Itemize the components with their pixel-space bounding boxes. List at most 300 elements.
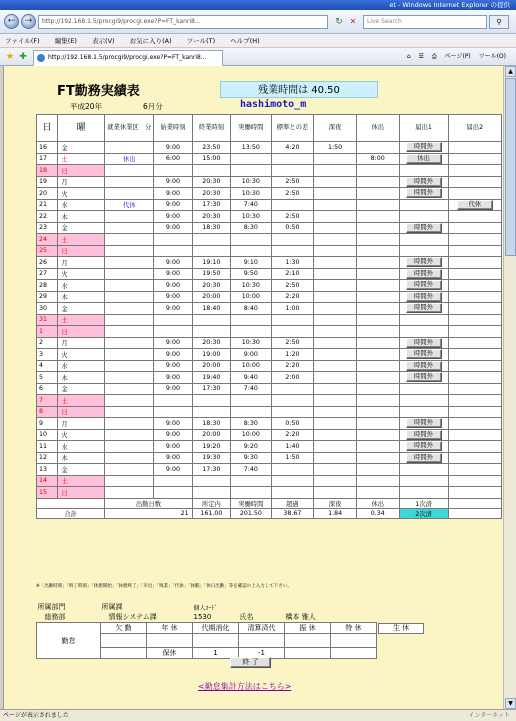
end-cell: 19:20 — [192, 441, 230, 453]
notice2-cell — [448, 383, 501, 395]
favorites-star-icon[interactable]: ★ — [5, 52, 15, 62]
notice1-button[interactable]: 時間外 — [406, 177, 442, 187]
actual-cell — [231, 245, 272, 257]
end-cell: 19:00 — [192, 349, 230, 361]
night-cell — [314, 475, 357, 487]
status-zone: インターネット — [468, 712, 510, 719]
notice1-cell — [399, 326, 448, 338]
diff-cell: 0:50 — [271, 418, 314, 430]
start-cell — [154, 234, 192, 246]
work-type-cell — [105, 406, 154, 418]
day-cell: 10 — [37, 429, 58, 441]
notice1-button[interactable]: 時間外 — [406, 142, 442, 152]
weekday-cell: 月 — [58, 176, 105, 188]
holiday-work-cell — [356, 199, 399, 211]
day-cell: 18 — [37, 165, 58, 177]
diff-cell: 2:20 — [271, 429, 314, 441]
menu-favorites[interactable]: お気に入り(A) — [129, 37, 172, 45]
total-night: 1.84 — [314, 508, 357, 518]
notice1-button[interactable]: 時間外 — [406, 361, 442, 371]
table-row — [37, 188, 502, 200]
command-bar — [401, 52, 506, 62]
start-cell: 6:00 — [154, 153, 192, 165]
table-row — [37, 475, 502, 487]
diff-cell: 1:40 — [271, 441, 314, 453]
actual-cell — [231, 314, 272, 326]
table-row — [37, 349, 502, 361]
notice2-cell — [448, 326, 501, 338]
tab-bar — [0, 48, 516, 66]
holiday-work-cell — [356, 395, 399, 407]
page-menu[interactable]: ページ(P) — [444, 53, 471, 60]
notice2-cell — [448, 142, 501, 154]
day-cell: 7 — [37, 395, 58, 407]
notice1-cell — [399, 314, 448, 326]
absence-header: 欠 勤 — [101, 623, 147, 634]
diff-cell — [271, 245, 314, 257]
weekday-cell: 月 — [58, 257, 105, 269]
notice2-cell — [448, 475, 501, 487]
work-type-cell — [105, 395, 154, 407]
notice1-cell — [399, 245, 448, 257]
scroll-down-icon[interactable]: ▼ — [505, 698, 516, 709]
holiday-work-cell — [356, 222, 399, 234]
day-cell: 24 — [37, 234, 58, 246]
browser-tab[interactable] — [33, 50, 223, 66]
start-cell: 9:00 — [154, 257, 192, 269]
total-prescribed: 161.00 — [192, 508, 230, 518]
holiday-work-cell — [356, 372, 399, 384]
holiday-work-cell — [356, 326, 399, 338]
actual-cell: 8:30 — [231, 222, 272, 234]
night-cell — [314, 360, 357, 372]
actual-cell: 9:30 — [231, 452, 272, 464]
day-cell: 1 — [37, 326, 58, 338]
weekday-cell: 金 — [58, 383, 105, 395]
notice1-button[interactable]: 時間外 — [406, 257, 442, 267]
notice1-cell — [399, 441, 448, 453]
address-url: http://192.168.1.5/procgi9/procgi.exe?P=FT_kanri8... — [42, 18, 201, 25]
label-actual: 実働時間 — [231, 498, 272, 508]
work-type-cell: 代休 — [105, 199, 154, 211]
end-cell — [192, 165, 230, 177]
end-cell — [192, 314, 230, 326]
notice1-cell — [399, 199, 448, 211]
col-weekday: 曜 — [58, 115, 105, 142]
end-cell: 19:10 — [192, 257, 230, 269]
settled-value — [239, 634, 285, 648]
scroll-up-icon[interactable]: ▲ — [505, 66, 516, 77]
actual-cell: 9:00 — [231, 349, 272, 361]
night-cell — [314, 268, 357, 280]
actual-cell — [231, 153, 272, 165]
work-type-cell — [105, 326, 154, 338]
diff-cell — [271, 153, 314, 165]
forward-button[interactable]: → — [21, 14, 36, 29]
vertical-scrollbar[interactable] — [503, 66, 516, 709]
table-row — [37, 165, 502, 177]
night-cell — [314, 487, 357, 499]
substitute-value — [285, 634, 331, 648]
notice1-button[interactable]: 時間外 — [406, 188, 442, 198]
code-value: 1530 — [193, 613, 212, 621]
comp-count-value: 1 — [193, 648, 239, 659]
total-over: 38.67 — [271, 508, 314, 518]
notice1-button[interactable]: 時間外 — [406, 418, 442, 428]
end-cell: 20:00 — [192, 429, 230, 441]
menu-view[interactable]: 表示(V) — [92, 37, 115, 45]
kintai-label: 勤怠 — [37, 623, 101, 659]
notice2-cell — [448, 464, 501, 476]
notice2-cell — [448, 406, 501, 418]
end-cell: 19:50 — [192, 268, 230, 280]
weekday-cell: 火 — [58, 349, 105, 361]
diff-cell — [271, 487, 314, 499]
notice1-cell — [399, 475, 448, 487]
actual-cell: 8:30 — [231, 418, 272, 430]
diff-cell — [271, 199, 314, 211]
start-cell: 9:00 — [154, 418, 192, 430]
weekday-cell: 木 — [58, 211, 105, 223]
notice1-cell — [399, 291, 448, 303]
actual-cell: 10:00 — [231, 429, 272, 441]
start-cell: 9:00 — [154, 372, 192, 384]
holiday-work-cell — [356, 349, 399, 361]
end-cell: 17:30 — [192, 383, 230, 395]
notice1-cell — [399, 418, 448, 430]
notice2-cell — [448, 303, 501, 315]
notice1-cell — [399, 176, 448, 188]
total-workdays: 21 — [105, 508, 192, 518]
table-row — [37, 452, 502, 464]
end-cell — [192, 395, 230, 407]
notice1-button[interactable]: 休出 — [406, 154, 442, 164]
work-type-cell — [105, 268, 154, 280]
notice1-cell — [399, 257, 448, 269]
day-cell: 25 — [37, 245, 58, 257]
actual-cell: 10:30 — [231, 280, 272, 292]
night-cell — [314, 153, 357, 165]
end-cell: 19:40 — [192, 372, 230, 384]
night-cell — [314, 280, 357, 292]
work-type-cell — [105, 487, 154, 499]
notice1-cell — [399, 280, 448, 292]
end-cell: 18:30 — [192, 418, 230, 430]
weekday-cell: 土 — [58, 314, 105, 326]
approval-1-status: 1次済 — [399, 498, 448, 508]
work-type-cell — [105, 234, 154, 246]
day-cell: 14 — [37, 475, 58, 487]
back-button[interactable]: ← — [4, 14, 19, 29]
notice1-cell — [399, 234, 448, 246]
menu-tools[interactable]: ツール(T) — [186, 37, 216, 45]
day-cell: 27 — [37, 268, 58, 280]
menu-help[interactable]: ヘルプ(H) — [230, 37, 260, 45]
table-row — [37, 222, 502, 234]
actual-cell: 7:40 — [231, 383, 272, 395]
holiday-work-cell — [356, 245, 399, 257]
notice1-cell — [399, 153, 448, 165]
weekday-cell: 木 — [58, 452, 105, 464]
weekday-cell: 金 — [58, 303, 105, 315]
diff-cell — [271, 395, 314, 407]
end-cell: 20:30 — [192, 211, 230, 223]
night-cell — [314, 303, 357, 315]
night-cell — [314, 326, 357, 338]
actual-cell: 9:10 — [231, 257, 272, 269]
search-icon[interactable]: ⚲ — [489, 15, 509, 29]
start-cell: 9:00 — [154, 142, 192, 154]
notice2-cell — [448, 418, 501, 430]
notice1-button[interactable]: 時間外 — [406, 430, 442, 440]
holiday-work-cell — [356, 487, 399, 499]
start-cell: 9:00 — [154, 337, 192, 349]
night-cell — [314, 349, 357, 361]
work-type-cell — [105, 383, 154, 395]
holiday-work-cell — [356, 314, 399, 326]
table-header-row — [37, 115, 502, 142]
day-cell: 9 — [37, 418, 58, 430]
menu-edit[interactable]: 編集(E) — [54, 37, 77, 45]
start-cell — [154, 314, 192, 326]
table-row — [37, 291, 502, 303]
menu-file[interactable]: ファイル(F) — [5, 37, 40, 45]
work-type-cell — [105, 372, 154, 384]
stop-icon[interactable]: ✕ — [349, 17, 357, 26]
night-cell — [314, 245, 357, 257]
address-bar[interactable] — [38, 15, 328, 29]
actual-cell: 10:30 — [231, 337, 272, 349]
actual-cell: 9:50 — [231, 268, 272, 280]
start-cell — [154, 245, 192, 257]
start-cell — [154, 165, 192, 177]
col-day: 日 — [37, 115, 58, 142]
end-cell: 20:30 — [192, 280, 230, 292]
notice1-button[interactable]: 時間外 — [406, 441, 442, 451]
start-cell: 9:00 — [154, 222, 192, 234]
day-cell: 12 — [37, 452, 58, 464]
hold-leave-value: 保休 — [147, 648, 193, 659]
summary-label-row — [37, 498, 502, 508]
end-cell: 19:30 — [192, 452, 230, 464]
notice1-cell — [399, 349, 448, 361]
notice2-cell — [448, 441, 501, 453]
weekday-cell: 土 — [58, 395, 105, 407]
table-row — [37, 337, 502, 349]
menu-bar — [0, 34, 516, 48]
actual-cell: 10:30 — [231, 211, 272, 223]
notice1-button[interactable]: 時間外 — [406, 349, 442, 359]
notice1-button[interactable]: 時間外 — [406, 269, 442, 279]
holiday-work-cell — [356, 257, 399, 269]
section-label: 所属課 — [101, 603, 123, 611]
actual-cell: 9:40 — [231, 372, 272, 384]
weekday-cell: 日 — [58, 487, 105, 499]
navigation-bar — [0, 10, 516, 34]
work-type-cell — [105, 452, 154, 464]
scroll-thumb[interactable] — [505, 78, 516, 256]
night-cell — [314, 406, 357, 418]
start-cell: 9:00 — [154, 349, 192, 361]
notice1-button[interactable]: 時間外 — [406, 453, 442, 463]
notice1-button[interactable]: 時間外 — [406, 280, 442, 290]
night-cell — [314, 165, 357, 177]
special-header: 特 休 — [331, 623, 377, 634]
finish-button[interactable]: 終 了 — [230, 657, 271, 668]
weekday-cell: 土 — [58, 153, 105, 165]
diff-cell — [271, 314, 314, 326]
holiday-work-cell — [356, 303, 399, 315]
table-row — [37, 406, 502, 418]
table-row — [37, 211, 502, 223]
holiday-work-cell — [356, 142, 399, 154]
paid-leave-value — [147, 634, 193, 648]
night-cell — [314, 337, 357, 349]
notice2-cell — [448, 372, 501, 384]
day-cell: 23 — [37, 222, 58, 234]
add-favorite-icon[interactable]: ✚ — [19, 52, 27, 62]
end-cell: 18:40 — [192, 303, 230, 315]
work-type-cell — [105, 291, 154, 303]
notice1-cell — [399, 464, 448, 476]
weekday-cell: 水 — [58, 441, 105, 453]
input-note: ※「出勤時刻」「終了時刻」「休憩開始」「休憩終了」「早出」「残業」「代休」「休暇」「休日出勤」等を確認の上入力して下さい。 — [36, 584, 292, 589]
diff-cell: 2:10 — [271, 268, 314, 280]
dept-label: 所属部門 — [37, 603, 66, 611]
weekday-cell: 日 — [58, 406, 105, 418]
holiday-work-cell — [356, 441, 399, 453]
print-icon[interactable]: ⎙ — [431, 53, 437, 60]
user-id: hashimoto_m — [240, 99, 307, 110]
table-row — [37, 153, 502, 165]
notice2-cell — [448, 222, 501, 234]
actual-cell: 9:20 — [231, 441, 272, 453]
work-type-cell — [105, 176, 154, 188]
end-cell — [192, 234, 230, 246]
weekday-cell: 火 — [58, 268, 105, 280]
work-type-cell — [105, 222, 154, 234]
day-cell: 13 — [37, 464, 58, 476]
notice1-button[interactable]: 時間外 — [406, 292, 442, 302]
settled-header: 清算済代 — [239, 623, 285, 634]
weekday-cell: 日 — [58, 245, 105, 257]
notice1-cell — [399, 372, 448, 384]
notice1-cell — [399, 222, 448, 234]
name-value: 橋本 雅人 — [285, 613, 316, 621]
work-type-cell — [105, 418, 154, 430]
home-icon[interactable]: ⌂ — [406, 53, 411, 60]
notice1-button[interactable]: 時間外 — [406, 303, 442, 313]
notice1-button[interactable]: 時間外 — [406, 223, 442, 233]
diff-cell: 1:50 — [271, 452, 314, 464]
notice2-cell — [448, 268, 501, 280]
start-cell: 9:00 — [154, 383, 192, 395]
col-work-type: 就業休業区 分 — [105, 115, 154, 142]
table-row — [37, 372, 502, 384]
weekday-cell: 水 — [58, 199, 105, 211]
night-cell — [314, 441, 357, 453]
actual-cell — [231, 234, 272, 246]
work-type-cell — [105, 337, 154, 349]
day-cell: 17 — [37, 153, 58, 165]
start-cell: 9:00 — [154, 452, 192, 464]
diff-cell: 2:50 — [271, 188, 314, 200]
start-cell: 9:00 — [154, 464, 192, 476]
col-diff: 標準との差 — [271, 115, 314, 142]
weekday-cell: 土 — [58, 234, 105, 246]
notice1-button[interactable]: 時間外 — [406, 338, 442, 348]
table-row — [37, 257, 502, 269]
start-cell: 9:00 — [154, 176, 192, 188]
day-cell: 11 — [37, 441, 58, 453]
notice1-cell — [399, 268, 448, 280]
status-bar — [0, 709, 516, 721]
night-cell — [314, 176, 357, 188]
search-input[interactable] — [363, 15, 487, 29]
end-cell — [192, 326, 230, 338]
holiday-work-cell — [356, 280, 399, 292]
end-cell: 20:30 — [192, 176, 230, 188]
holiday-work-cell — [356, 211, 399, 223]
night-cell — [314, 222, 357, 234]
col-start: 始業時刻 — [154, 115, 192, 142]
actual-cell — [231, 326, 272, 338]
holiday-work-cell — [356, 429, 399, 441]
weekday-cell: 水 — [58, 360, 105, 372]
feeds-icon[interactable]: ☰ — [418, 53, 424, 60]
label-prescribed: 所定内 — [192, 498, 230, 508]
night-cell — [314, 188, 357, 200]
day-cell: 26 — [37, 257, 58, 269]
notice1-button[interactable]: 時間外 — [406, 372, 442, 382]
holiday-work-cell — [356, 176, 399, 188]
table-row — [37, 395, 502, 407]
special-value — [331, 634, 377, 648]
notice1-cell — [399, 142, 448, 154]
era-year: 平成20年 — [70, 102, 103, 111]
notice2-cell — [448, 314, 501, 326]
night-cell — [314, 199, 357, 211]
tools-menu[interactable]: ツール(O) — [478, 53, 506, 60]
table-row — [37, 142, 502, 154]
table-row — [37, 245, 502, 257]
day-cell: 16 — [37, 142, 58, 154]
table-row — [37, 314, 502, 326]
work-type-cell: 休出 — [105, 153, 154, 165]
notice2-button[interactable]: 代休 — [457, 200, 493, 210]
refresh-icon[interactable]: ↻ — [335, 17, 343, 27]
weekday-cell: 金 — [58, 464, 105, 476]
holiday-work-cell — [356, 464, 399, 476]
notice2-cell — [448, 153, 501, 165]
night-cell — [314, 372, 357, 384]
work-type-cell — [105, 464, 154, 476]
start-cell — [154, 487, 192, 499]
window-title-bar — [0, 0, 516, 10]
holiday-work-cell — [356, 188, 399, 200]
diff-cell: 0:50 — [271, 222, 314, 234]
night-cell — [314, 234, 357, 246]
end-cell: 18:30 — [192, 222, 230, 234]
aggregation-method-link[interactable]: <勤怠集計方法はこちら> — [198, 682, 292, 691]
comp-used-value — [193, 634, 239, 648]
weekday-cell: 月 — [58, 337, 105, 349]
start-cell — [154, 326, 192, 338]
work-type-cell — [105, 257, 154, 269]
overtime-summary: 残業時間は 40.50 — [220, 81, 378, 98]
holiday-work-cell — [356, 475, 399, 487]
diff-cell: 2:50 — [271, 337, 314, 349]
